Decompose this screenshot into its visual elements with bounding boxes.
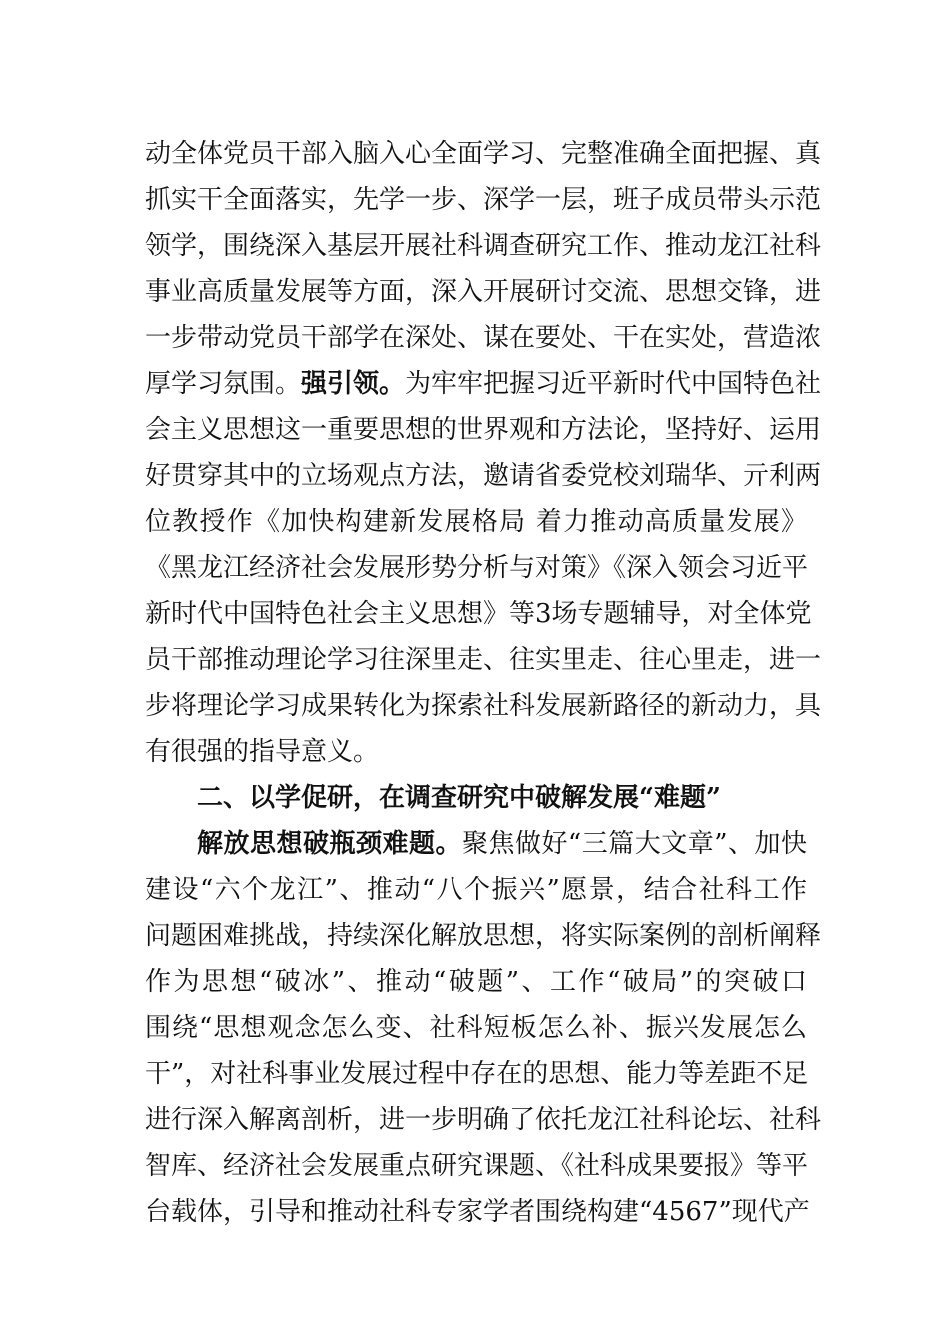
- text-line-2: 抓实干全面落实，先学一步、深学一层，班子成员带头示范: [145, 185, 822, 215]
- text-line-16-suffix: 聚焦做好“三篇大文章”、加快: [461, 829, 807, 859]
- text-line-1: 动全体党员干部入脑入心全面学习、完整准确全面把握、真: [145, 139, 822, 169]
- text-line-16: [197, 827, 807, 861]
- text-line-22: 进行深入解离剖析，进一步明确了依托龙江社科论坛、社科: [145, 1105, 822, 1135]
- inline-bold-heading-qiang-yin-ling: 强引领。: [301, 369, 406, 399]
- text-line-7: 会主义思想这一重要思想的世界观和方法论，坚持好、运用: [145, 415, 822, 445]
- text-line-14: 有很强的指导意义。: [145, 737, 380, 767]
- text-line-10: 《黑龙江经济社会发展形势分析与对策》《深入领会习近平: [145, 553, 809, 583]
- section-heading-2: 二、以学促研，在调查研究中破解发展“难题”: [197, 783, 721, 813]
- text-line-18: 问题困难挑战，持续深化解放思想，将实际案例的剖析阐释: [145, 921, 822, 951]
- text-line-5: 一步带动党员干部学在深处、谋在要处、干在实处，营造浓: [145, 323, 822, 353]
- text-line-9: 位教授作《加快构建新发展格局 着力推动高质量发展》: [145, 507, 807, 537]
- text-line-6-suffix: 为牢牢把握习近平新时代中国特色社: [405, 369, 822, 399]
- text-line-24: 台载体，引导和推动社科专家学者围绕构建“4567”现代产: [145, 1197, 810, 1227]
- text-line-23: 智库、经济社会发展重点研究课题、《社科成果要报》等平: [145, 1151, 809, 1181]
- text-line-13: 步将理论学习成果转化为探索社科发展新路径的新动力，具: [145, 691, 822, 721]
- text-line-21: 干”，对社科事业发展过程中存在的思想、能力等差距不足: [145, 1059, 809, 1089]
- text-line-20: 围绕“思想观念怎么变、社科短板怎么补、振兴发展怎么: [145, 1013, 807, 1043]
- text-line-19: 作为思想“破冰”、推动“破题”、工作“破局”的突破口: [145, 967, 807, 997]
- text-line-17: 建设“六个龙江”、推动“八个振兴”愿景，结合社科工作: [145, 875, 807, 905]
- text-line-6-prefix: 厚学习氛围。: [145, 369, 302, 399]
- text-line-3: 领学，围绕深入基层开展社科调查研究工作、推动龙江社科: [145, 231, 822, 261]
- text-line-12: 员干部推动理论学习往深里走、往实里走、往心里走，进一: [145, 645, 822, 675]
- text-line-11: 新时代中国特色社会主义思想》等3场专题辅导，对全体党: [145, 599, 812, 629]
- text-line-4: 事业高质量发展等方面，深入开展研讨交流、思想交锋，进: [145, 277, 822, 307]
- inline-bold-heading-jie-fang-si-xiang: 解放思想破瓶颈难题。: [197, 829, 462, 859]
- text-line-8: 好贯穿其中的立场观点方法，邀请省委党校刘瑞华、亓利两: [145, 461, 822, 491]
- text-line-6: [145, 367, 822, 401]
